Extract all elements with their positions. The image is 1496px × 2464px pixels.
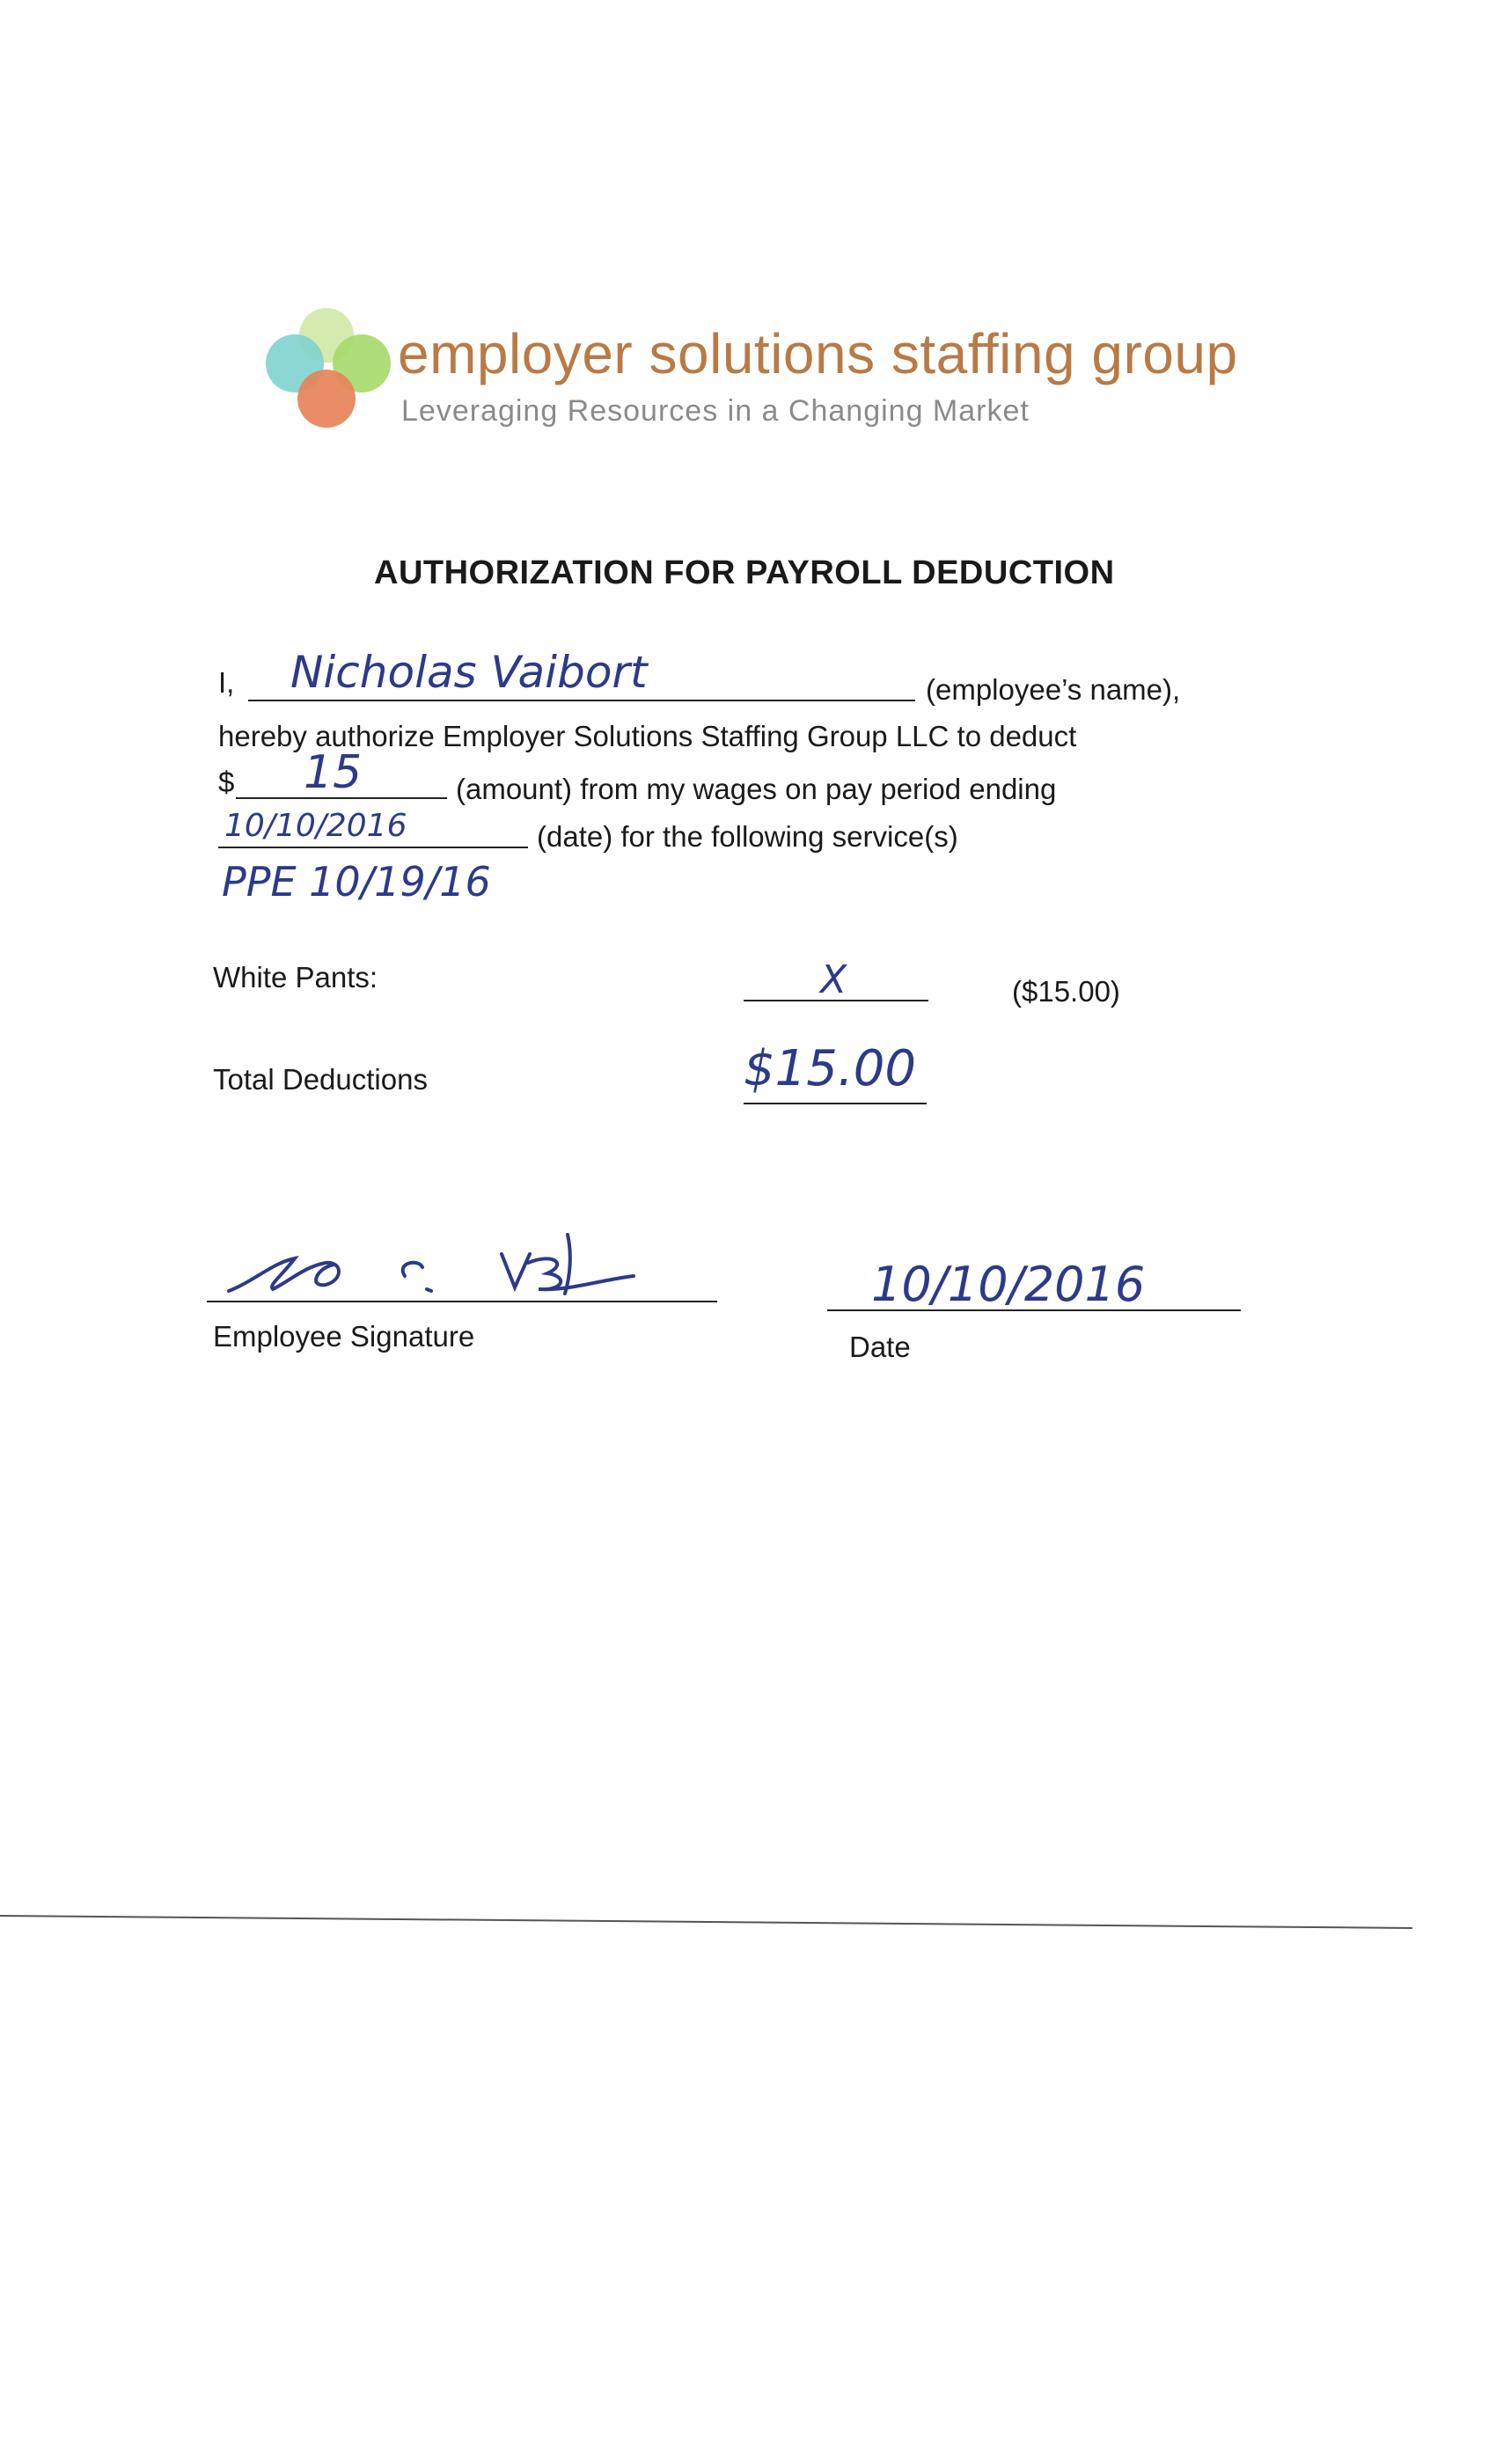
employee-signature-label: Employee Signature <box>213 1320 475 1353</box>
total-deductions-line[interactable] <box>744 1103 927 1104</box>
amount-label: (amount) from my wages on pay period ending <box>456 773 1057 805</box>
signature-date-handwritten: 10/10/2016 <box>871 1257 1146 1312</box>
employee-name-label: (employee’s name), <box>926 673 1181 706</box>
logo-circle-bottom <box>297 370 356 428</box>
ppe-note-handwritten: PPE 10/19/16 <box>222 858 491 906</box>
authorize-text: hereby authorize Employer Solutions Staffing Group LLC to deduct <box>218 720 1077 752</box>
item-white-pants-price: ($15.00) <box>1012 975 1120 1008</box>
employee-signature <box>220 1228 678 1298</box>
dollar-sign: $ <box>218 766 235 798</box>
company-name: employer solutions staffing group <box>398 322 1238 385</box>
period-date-handwritten: 10/10/2016 <box>224 808 407 844</box>
date-field-label: Date <box>849 1331 911 1363</box>
form-title: AUTHORIZATION FOR PAYROLL DEDUCTION <box>374 554 1115 591</box>
intro-prefix: I, <box>218 666 235 699</box>
employee-name-handwritten: Nicholas Vaibort <box>290 647 648 698</box>
amount-handwritten: 15 <box>304 746 363 799</box>
period-date-line[interactable] <box>218 847 528 848</box>
total-handwritten: $15.00 <box>744 1040 916 1097</box>
item-white-pants-label: White Pants: <box>213 961 378 994</box>
scan-edge-line <box>0 1915 1412 1929</box>
employee-name-line[interactable] <box>248 700 915 701</box>
total-deductions-label: Total Deductions <box>213 1063 428 1096</box>
item-white-pants-mark: X <box>820 957 847 1002</box>
date-label: (date) for the following service(s) <box>537 820 958 853</box>
company-tagline: Leveraging Resources in a Changing Market <box>401 394 1030 428</box>
employee-signature-line[interactable] <box>207 1301 717 1302</box>
